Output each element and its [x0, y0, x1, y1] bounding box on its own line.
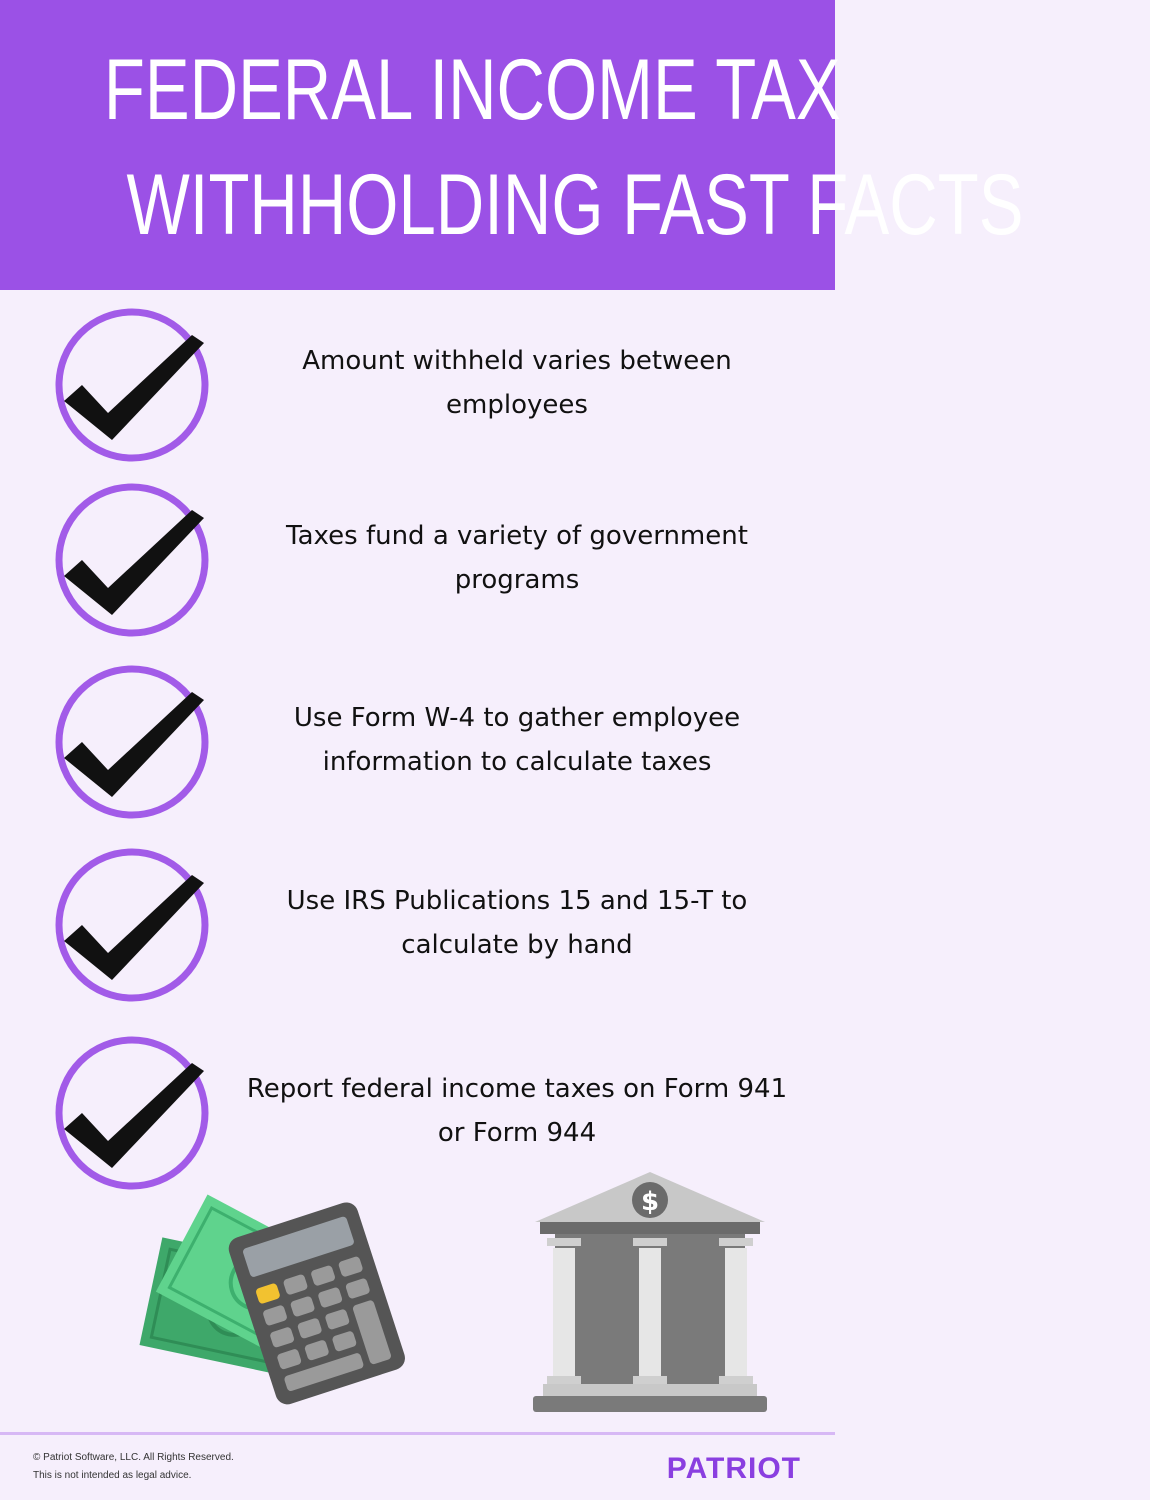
fact-item-2: [0, 480, 835, 640]
dollar-sign-icon: $: [640, 1187, 660, 1217]
title-text-2: WITHHOLDING FAST FACTS: [126, 157, 1024, 253]
patriot-logo: PATRIOT: [666, 1452, 801, 1485]
title-line-1: [0, 40, 841, 140]
header-banner: [0, 0, 1024, 290]
fact-text: Use Form W-4 to gather employee information to calculate taxes: [293, 703, 741, 777]
money-bills-icon: [130, 1195, 430, 1395]
disclaimer-text: This is not intended as legal advice.: [33, 1470, 192, 1481]
copyright-text: © Patriot Software, LLC. All Rights Reserved.: [33, 1452, 234, 1463]
footer-divider: [0, 1432, 835, 1435]
fact-item-3: [0, 662, 835, 822]
fact-item-4: [0, 845, 835, 1005]
fact-text: Amount withheld varies between employees: [302, 346, 732, 420]
fact-text: Taxes fund a variety of government programs: [286, 521, 748, 595]
title-line-2: [0, 155, 1024, 255]
fact-text: Report federal income taxes on Form 941 or Form 944: [246, 1074, 788, 1148]
fact-text: Use IRS Publications 15 and 15-T to calculate by hand: [286, 886, 748, 960]
check-circle-icon: [52, 480, 217, 645]
check-circle-icon: [52, 845, 217, 1010]
check-circle-icon: [52, 1033, 217, 1198]
title-text-1: FEDERAL INCOME TAX: [103, 42, 841, 138]
bank-building-icon: [525, 1170, 775, 1420]
fact-item-1: [0, 305, 835, 465]
check-circle-icon: [52, 305, 217, 470]
check-circle-icon: [52, 662, 217, 827]
fact-item-5: [0, 1033, 835, 1193]
